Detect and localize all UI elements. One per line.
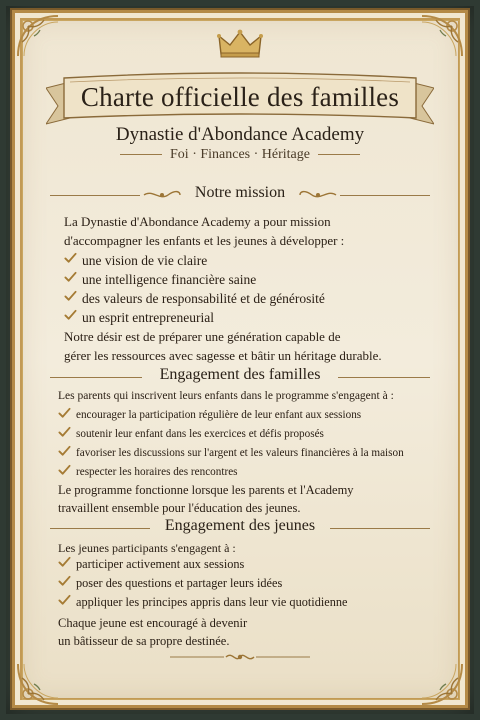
checkmark-icon [58, 406, 71, 420]
list-item: soutenir leur enfant dans les exercices et défis proposés [58, 425, 404, 444]
youth-intro: Les jeunes participants s'engagent à : [58, 541, 236, 555]
mission-closing [64, 327, 382, 365]
families-closing-line: Le programme fonctionne lorsque les parents et l'Academy [58, 483, 354, 497]
academy-name: Dynastie d'Abondance Academy [115, 124, 365, 145]
checkmark-icon [64, 270, 77, 284]
flourish-icon [298, 188, 338, 202]
checkmark-icon [58, 444, 71, 458]
youth-heading: Engagement des jeunes [164, 517, 316, 534]
tagline [0, 147, 480, 163]
checkmark-icon [64, 289, 77, 303]
youth-closing [58, 614, 247, 650]
families-heading: Engagement des familles [159, 366, 321, 383]
list-item: une intelligence financière saine [64, 270, 325, 289]
list-item: encourager la participation régulière de leur enfant aux sessions [58, 406, 404, 425]
mission-intro-line: d'accompagner les enfants et les jeunes à développer : [64, 233, 345, 248]
tagline-text: Foi · Finances · Héritage [170, 147, 310, 162]
families-closing [58, 481, 354, 517]
families-intro: Les parents qui inscrivent leurs enfants dans le programme s'engagent à : [58, 390, 394, 402]
title-banner [46, 70, 434, 130]
list-item: favoriser les discussions sur l'argent et les valeurs financières à la maison [58, 444, 404, 463]
youth-list [58, 555, 347, 612]
corner-ornament-icon [14, 12, 62, 60]
section-heading-youth [40, 517, 440, 539]
list-item: un esprit entrepreneurial [64, 308, 325, 327]
mission-closing-line: Notre désir est de préparer une génération capable de [64, 329, 341, 344]
list-item: des valeurs de responsabilité et de générosité [64, 289, 325, 308]
page-title: Charte officielle des familles [80, 82, 400, 112]
list-item: respecter les horaires des rencontres [58, 463, 404, 482]
section-heading-mission [40, 184, 440, 206]
bottom-ornament-icon [170, 648, 310, 666]
section-heading-families [40, 366, 440, 388]
corner-ornament-icon [14, 660, 62, 708]
checkmark-icon [64, 251, 77, 265]
list-item: poser des questions et partager leurs idées [58, 574, 347, 593]
checkmark-icon [58, 425, 71, 439]
crown-icon [215, 28, 265, 60]
mission-intro [64, 212, 344, 250]
list-item: une vision de vie claire [64, 251, 325, 270]
mission-intro-line: La Dynastie d'Abondance Academy a pour mission [64, 214, 331, 229]
youth-closing-line: Chaque jeune est encouragé à devenir [58, 616, 248, 630]
mission-list [64, 251, 325, 327]
list-item: appliquer les principes appris dans leur vie quotidienne [58, 593, 347, 612]
mission-heading: Notre mission [194, 184, 286, 201]
families-closing-line: travaillent ensemble pour l'éducation des jeunes. [58, 501, 301, 515]
corner-ornament-icon [418, 12, 466, 60]
flourish-icon [142, 188, 182, 202]
checkmark-icon [58, 555, 71, 569]
mission-closing-line: gérer les ressources avec sagesse et bâtir un héritage durable. [64, 348, 382, 363]
families-list [58, 406, 404, 482]
list-item: participer activement aux sessions [58, 555, 347, 574]
corner-ornament-icon [418, 660, 466, 708]
checkmark-icon [58, 463, 71, 477]
checkmark-icon [64, 308, 77, 322]
checkmark-icon [58, 574, 71, 588]
youth-closing-line: un bâtisseur de sa propre destinée. [58, 634, 230, 648]
checkmark-icon [58, 593, 71, 607]
